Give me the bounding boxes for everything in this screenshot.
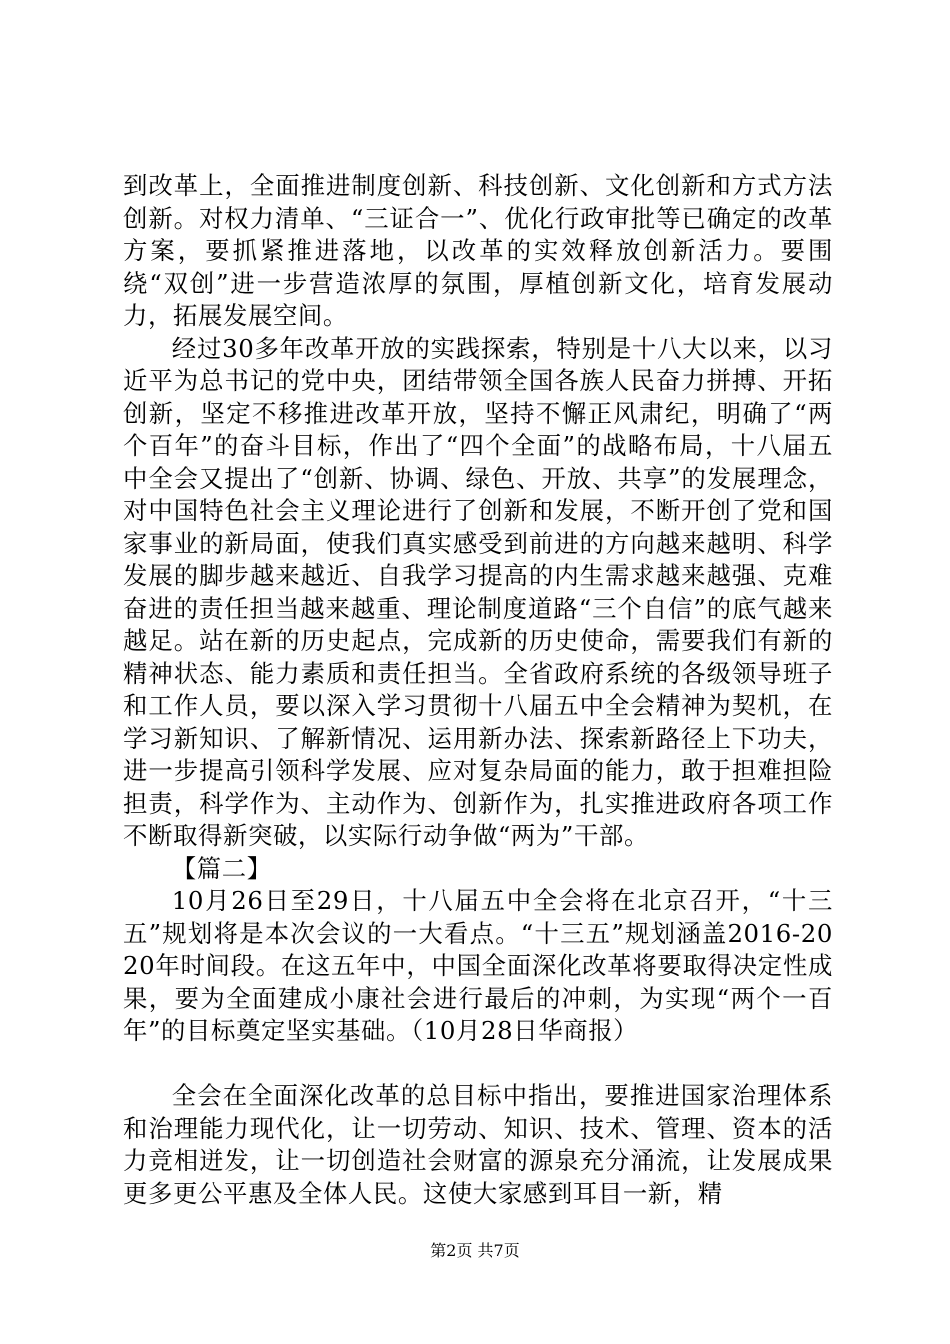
- paragraph-plenary-session: 10月26日至29日，十八届五中全会将在北京召开，“十三五”规划将是本次会议的一大看点。“十三五”规划涵盖2016-2020年时间段。在这五年中，中国全面深化改革将要取得决定性成果，要为全面建成小康社会进行最后的冲刺，为实现“两个一百年”的目标奠定坚实基础。（10月28日华商报）: [123, 886, 833, 1045]
- blank-line: [123, 1048, 833, 1081]
- paragraph-reform-practice: 经过30多年改革开放的实践探索，特别是十八大以来，以习近平为总书记的党中央，团结带领全国各族人民奋力拼搏、开拓创新，坚定不移推进改革开放，坚持不懈正风肃纪，明确了“两个百年”的奋斗目标，作出了“四个全面”的战略布局，十八届五中全会又提出了“创新、协调、绿色、开放、共享”的发展理念，对中国特色社会主义理论进行了创新和发展，不断开创了党和国家事业的新局面，使我们真实感受到前进的方向越来越明、科学发展的脚步越来越近、自我学习提高的内生需求越来越强、克难奋进的责任担当越来越重、理论制度道路“三个自信”的底气越来越足。站在新的历史起点，完成新的历史使命，需要我们有新的精神状态、能力素质和责任担当。全省政府系统的各级领导班子和工作人员，要以深入学习贯彻十八届五中全会精神为契机，在学习新知识、了解新情况、运用新办法、探索新路径上下功夫，进一步提高引领科学发展、应对复杂局面的能力，敢于担难担险担责，科学作为、主动作为、创新作为，扎实推进政府各项工作不断取得新突破，以实际行动争做“两为”干部。: [123, 333, 833, 850]
- document-body: [123, 170, 833, 1210]
- page-number-footer: 第2页 共7页: [430, 1241, 520, 1260]
- section-heading-part-two: 【篇二】: [171, 853, 272, 883]
- paragraph-continuation: 到改革上，全面推进制度创新、科技创新、文化创新和方式方法创新。对权力清单、“三证合一”、优化行政审批等已确定的改革方案，要抓紧推进落地，以改革的实效释放创新活力。要围绕“双创”进一步营造浓厚的氛围，厚植创新文化，培育发展动力，拓展发展空间。: [123, 171, 833, 330]
- paragraph-deepening-reform: 全会在全面深化改革的总目标中指出，要推进国家治理体系和治理能力现代化，让一切劳动、知识、技术、管理、资本的活力竞相迸发，让一切创造社会财富的源泉充分涌流，让发展成果更多更公平惠及全体人民。这使大家感到耳目一新，精: [123, 1081, 833, 1208]
